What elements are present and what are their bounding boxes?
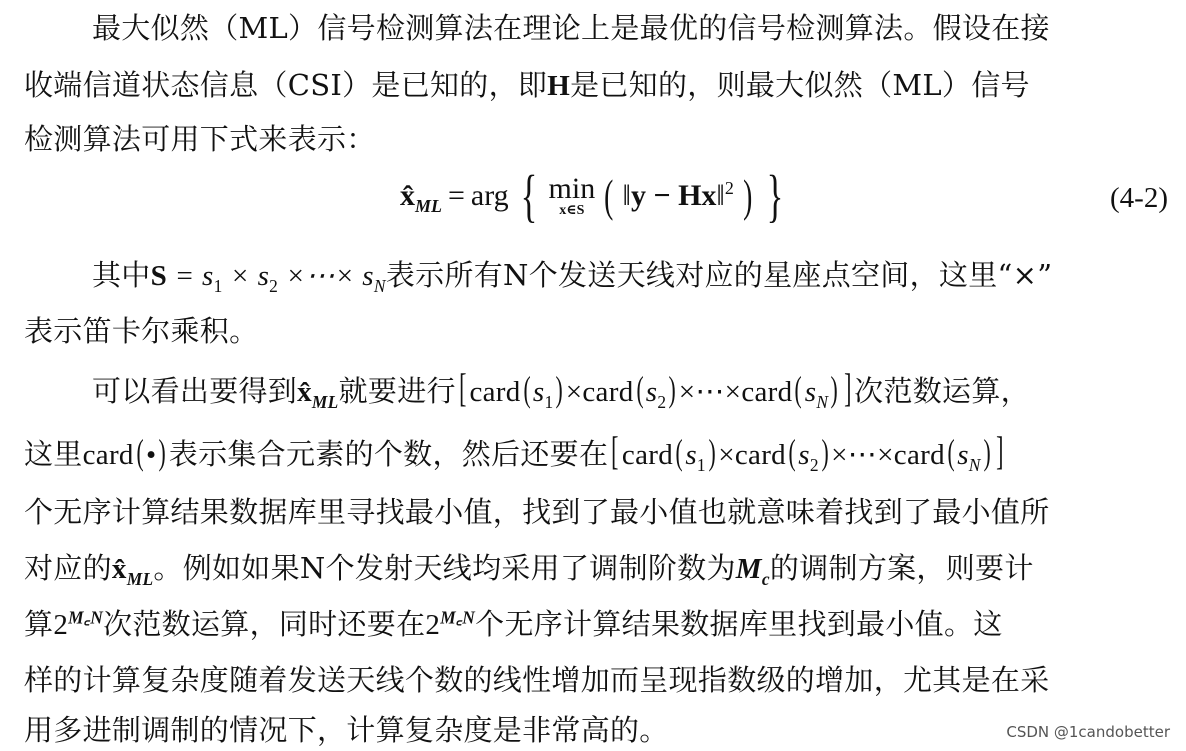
power-2-mcn-1: $2^{M꜀N}$ — [53, 607, 104, 641]
paragraph-1-line-2 — [24, 67, 1162, 104]
paragraph-3-line-3: 个无序计算结果数据库里寻找最小值，找到了最小值也就意味着找到了最小值所 — [24, 495, 1050, 529]
power-2-mcn-2: $2^{M꜀N}$ — [425, 607, 476, 641]
left-paren: ( — [604, 170, 614, 222]
paragraph-3-line-6: 样的计算复杂度随着发送天线个数的线性增加而呈现指数级的增加，尤其是在采 — [24, 663, 1050, 697]
eq-min: min x∈S — [548, 172, 596, 219]
eq-arg: arg — [470, 179, 509, 213]
modulation-order: $M_c$ — [735, 553, 770, 589]
eq-lhs: $x̂_{ML}$ — [400, 179, 442, 217]
paragraph-1-line-3: 检测算法可用下式来表示： — [24, 122, 376, 156]
paragraph-3-line-5: 算$2^{M꜀N}$次范数运算，同时还要在$2^{M꜀N}$个无序计算结果数据库里找到最小值。这 — [24, 607, 1003, 641]
paragraph-3-line-1: 可以看出要得到$x̂_{ML}$就要进行[ $card(s_1)\times card(s_2)\times\cdots\times card(s_N)$ ] 次范数运算， — [92, 365, 1030, 412]
paragraph-3-line-7: 用多进制调制的情况下，计算复杂度是非常高的。 — [24, 713, 669, 747]
matrix-h: H — [547, 70, 571, 102]
set-s-definition: $S = s_1 \times s_2$ ×⋯× $s_N$ — [150, 260, 386, 296]
card-product-2: [ $card(s_1)\times card(s_2)\times\cdots\times card(s_N)$ ] — [611, 428, 1004, 475]
paragraph-3-line-2: 这里card(•)表示集合元素的个数，然后还要在[ $card(s_1)\times card(s_2)\times\cdots\times card(s_N)$ ] — [24, 431, 1162, 473]
paragraph-1-line-1: 最大似然（ML）信号检测算法在理论上是最优的信号检测算法。假设在接 — [92, 11, 1050, 45]
equation-ml — [400, 163, 789, 228]
paragraph-3-line-4: 对应的$x̂_{ML}$。例如如果N个发射天线均采用了调制阶数为$M_c$的调制方案，则要计 — [24, 551, 1034, 589]
right-paren: ) — [742, 170, 753, 222]
right-brace: } — [766, 163, 784, 228]
eq-equals: = — [448, 179, 465, 213]
paragraph-2-line-1: 其中$S = s_1 \times s_2$ ×⋯× $s_N$表示所有N个发送天线对应的星座点空间，这里“×” — [92, 258, 1053, 296]
equation-number: (4-2) — [1110, 182, 1168, 214]
xhat-ml-2: $x̂_{ML}$ — [111, 553, 154, 589]
eq-norm: ‖y − Hx‖$^2$ — [622, 178, 734, 213]
paragraph-2-line-2: 表示笛卡尔乘积。 — [24, 314, 259, 348]
text-segment: 收端信道状态信息（CSI）是已知的，即 — [24, 68, 548, 102]
xhat-ml: $x̂_{ML}$ — [297, 376, 339, 412]
card-product-1: [ $card(s_1)\times card(s_2)\times\cdots\times card(s_N)$ ] — [458, 365, 852, 412]
card-bullet: card(•) — [82, 432, 167, 472]
watermark: CSDN @1candobetter — [1006, 723, 1170, 741]
text-segment: 是已知的，则最大似然（ML）信号 — [570, 68, 1030, 102]
left-brace: { — [520, 163, 537, 228]
